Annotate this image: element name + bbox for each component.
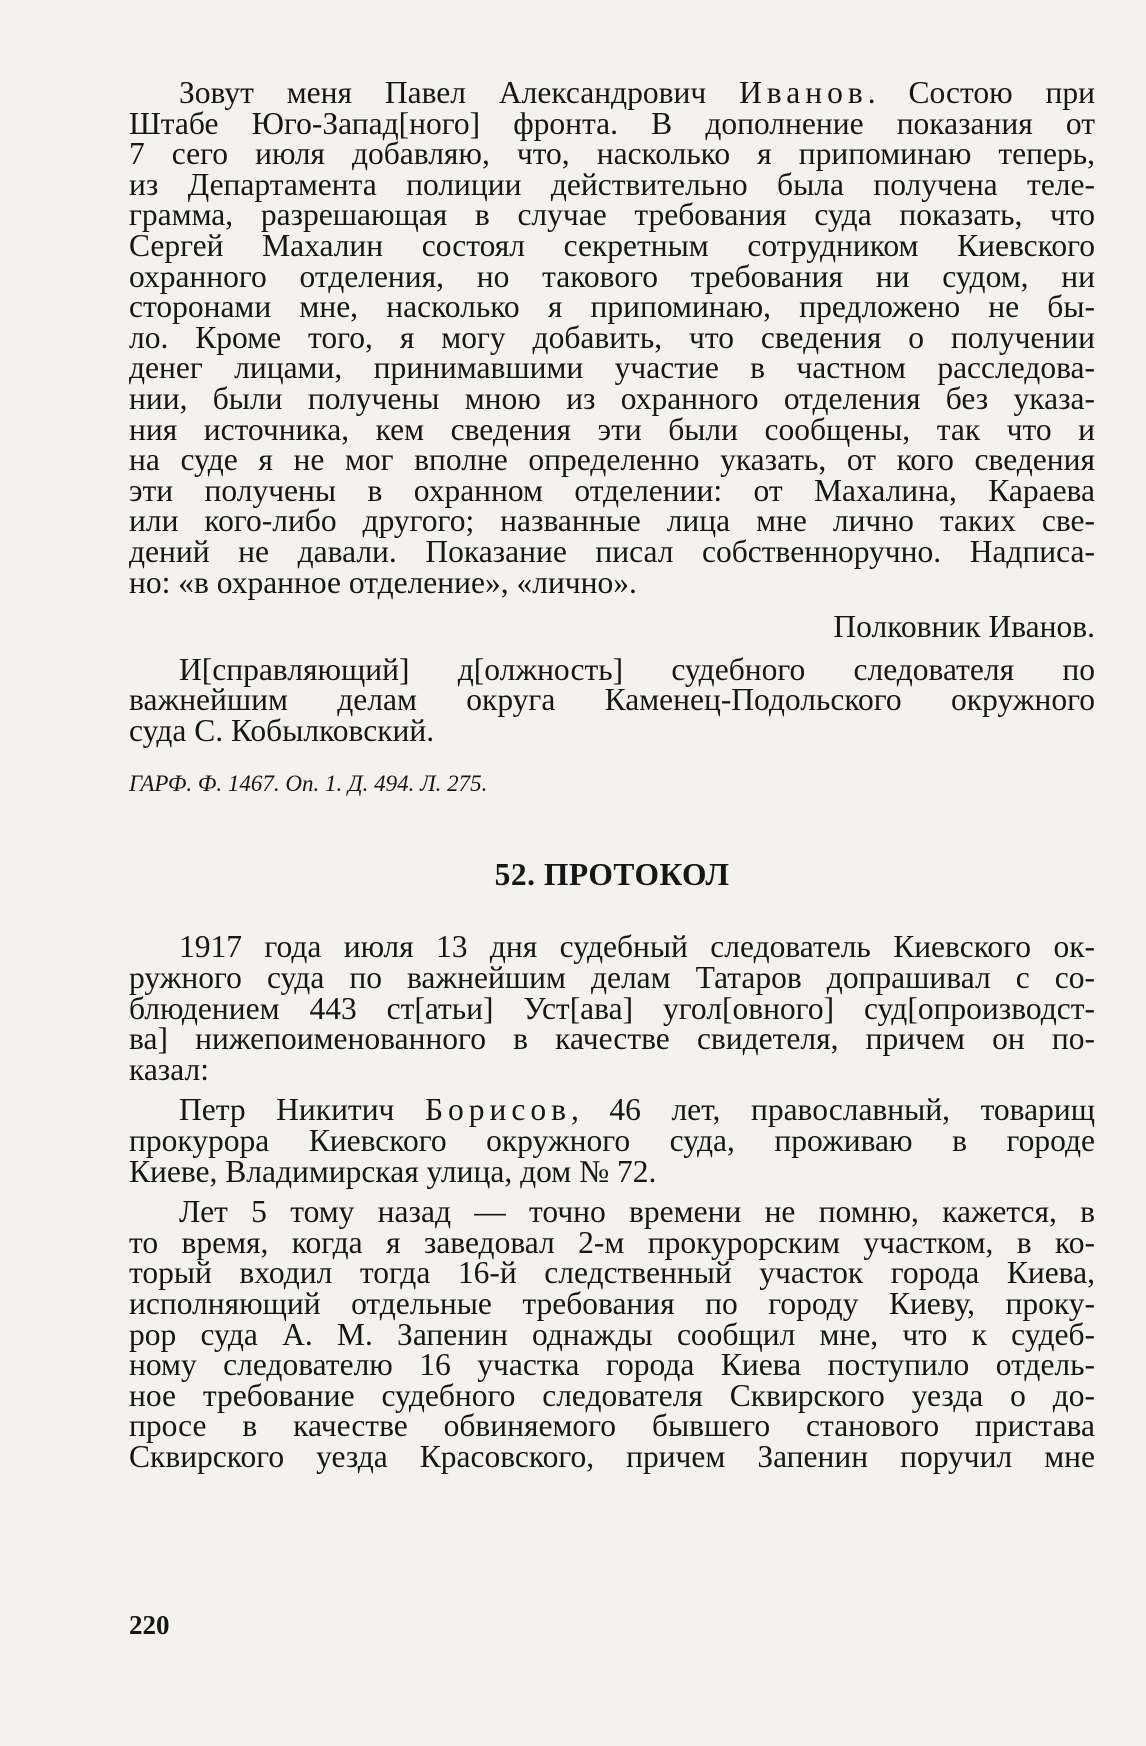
text-line: ному следователю 16 участка города Киева поступило отдель-	[129, 1347, 1095, 1383]
text-line: ружного суда по важнейшим делам Татаров допрашивал с со-	[129, 960, 1095, 996]
surname-spaced: Иванов	[739, 75, 868, 110]
text-line: нии, были получены мною из охранного отделения без указа-	[129, 380, 1095, 416]
paragraph-testimony-borisov	[129, 1194, 1095, 1474]
text-line: суда С. Кобылковский.	[129, 712, 435, 748]
text-line: сторонами мне, насколько я припоминаю, предложено не бы-	[129, 289, 1095, 325]
text-line: ва] нижепоименованного в качестве свидетеля, причем он по-	[129, 1021, 1095, 1057]
text-line: из Департамента полиции действительно была получена теле-	[129, 166, 1095, 202]
text-line: 1917 года июля 13 дня судебный следователь Киевского ок-	[179, 929, 1095, 965]
document-page	[129, 75, 1096, 1474]
text-line: денег лицами, принимавшими участие в частном расследова-	[129, 350, 1095, 386]
text-line: казал:	[129, 1051, 209, 1087]
page-number: 220	[129, 1610, 170, 1640]
paragraph-witness-borisov	[129, 1092, 1095, 1189]
text-line: ло. Кроме того, я могу добавить, что сведения о получении	[129, 319, 1095, 355]
text-line: на суде я не мог вполне определенно указать, от кого сведения	[129, 442, 1095, 478]
text-line: Зовут меня Павел Александрович Иванов. Состою при	[179, 75, 1096, 110]
surname-spaced: Борисов	[424, 1092, 571, 1128]
text-line: И[справляющий] д[олжность] судебного следователя по	[179, 651, 1095, 687]
text-line: 7 сего июля добавляю, что, насколько я припоминаю теперь,	[129, 136, 1095, 172]
paragraph-protocol-intro	[129, 929, 1095, 1087]
text-line: Сергей Махалин состоял секретным сотрудником Киевского	[129, 227, 1095, 263]
paragraph-official-signature	[129, 651, 1095, 748]
text-line: или кого-либо другого; названные лица мне лично таких све-	[129, 503, 1095, 539]
text-line: охранного отделения, но такового требования ни судом, ни	[129, 258, 1095, 294]
signature-colonel-ivanov: Полковник Иванов.	[833, 609, 1095, 645]
section-heading: 52. ПРОТОКОЛ	[494, 857, 730, 893]
text-line: ния источника, кем сведения эти были сообщены, так что и	[129, 411, 1095, 447]
text-line: но: «в охранное отделение», «лично».	[129, 564, 637, 600]
text-line: прокурора Киевского окружного суда, проживаю в городе	[129, 1123, 1095, 1159]
text-line: важнейшим делам округа Каменец-Подольского окружного	[129, 682, 1095, 718]
text-line: Сквирского уезда Красовского, причем Запенин поручил мне	[129, 1438, 1095, 1474]
text-line: Лет 5 тому назад — точно времени не помню, кажется, в	[179, 1194, 1095, 1230]
archive-reference: ГАРФ. Ф. 1467. Оп. 1. Д. 494. Л. 275.	[129, 771, 488, 797]
text-line: рор суда А. М. Запенин однажды сообщил мне, что к судеб-	[129, 1316, 1095, 1352]
text-line: ное требование судебного следователя Сквирского уезда о до-	[129, 1377, 1095, 1413]
text-line: исполняющий отдельные требования по городу Киеву, проку-	[129, 1286, 1095, 1321]
text-line: блюдением 443 ст[атьи] Уст[ава] угол[овного] суд[опроизводст-	[129, 990, 1095, 1026]
paragraph-testimony-ivanov	[129, 75, 1096, 600]
text-line: Киеве, Владимирская улица, дом № 72.	[129, 1153, 657, 1189]
text-line: грамма, разрешающая в случае требования суда показать, что	[129, 197, 1095, 233]
text-line: торый входил тогда 16-й следственный участок города Киева,	[129, 1255, 1095, 1291]
text-line: Петр Никитич Борисов, 46 лет, православный, товарищ	[179, 1092, 1095, 1128]
text-line: Штабе Юго-Запад[ного] фронта. В дополнение показания от	[129, 105, 1095, 141]
text-line: то время, когда я заведовал 2-м прокурорским участком, в ко-	[129, 1224, 1095, 1260]
text-line: эти получены в охранном отделении: от Махалина, Караева	[129, 472, 1095, 508]
text-line: дений не давали. Показание писал собственноручно. Надписа-	[129, 533, 1095, 569]
text-line: просе в качестве обвиняемого бывшего станового пристава	[129, 1408, 1095, 1444]
